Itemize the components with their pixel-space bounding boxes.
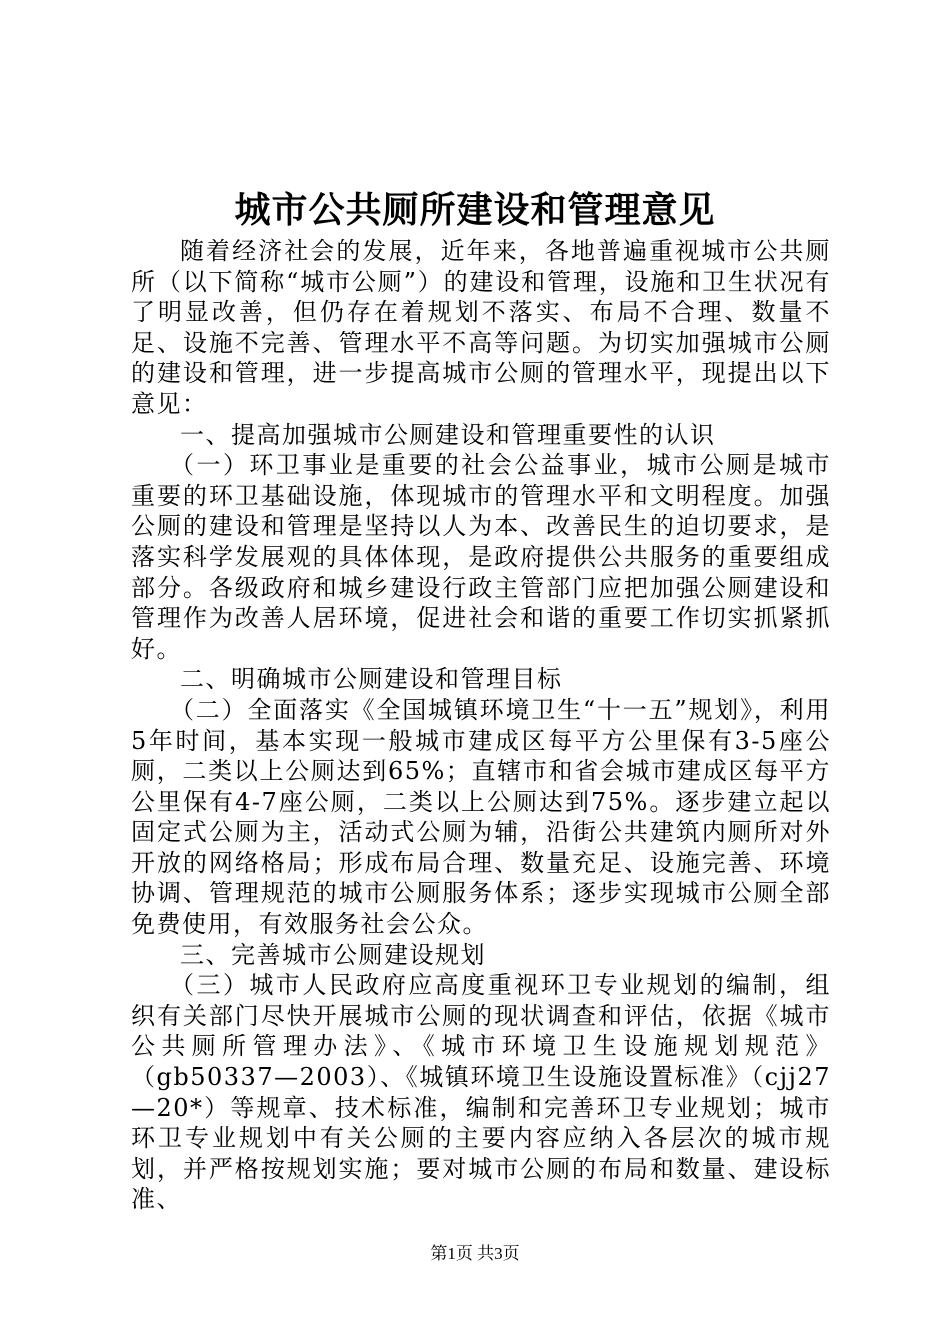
document-title: 城市公共厕所建设和管理意见 <box>234 189 716 231</box>
page-footer: 第1页 共3页 <box>430 1244 520 1263</box>
document-body <box>131 236 831 1215</box>
section-item-2: （二）全面落实《全国城镇环境卫生“十一五”规划》，利用5年时间，基本实现一般城市建成区每平方公里保有3-5座公厕，二类以上公厕达到65%；直辖市和省会城市建成区每平方公里保有4-7座公厕，二类以上公厕达到75%。逐步建立起以固定式公厕为主，活动式公厕为辅，沿街公共建筑内厕所对外开放的网络格局；形成布局合理、数量充足、设施完善、环境协调、管理规范的城市公厕服务体系；逐步实现城市公厕全部免费使用，有效服务社会公众。 <box>131 695 831 939</box>
section-item-3: （三）城市人民政府应高度重视环卫专业规划的编制，组织有关部门尽快开展城市公厕的现状调查和评估，依据《城市公共厕所管理办法》、《城市环境卫生设施规划规范》（gb50337—2003）、《城镇环境卫生设施设置标准》（cjj27—20*）等规章、技术标准，编制和完善环卫专业规划；城市环卫专业规划中有关公厕的主要内容应纳入各层次的城市规划，并严格按规划实施；要对城市公厕的布局和数量、建设标准、 <box>131 971 831 1214</box>
section-heading-2: 二、明确城市公厕建设和管理目标 <box>180 665 563 694</box>
section-heading-3: 三、完善城市公厕建设规划 <box>180 940 486 969</box>
section-item-1: （一）环卫事业是重要的社会公益事业，城市公厕是城市重要的环卫基础设施，体现城市的管理水平和文明程度。加强公厕的建设和管理是坚持以人为本、改善民生的迫切要求，是落实科学发展观的具体体现，是政府提供公共服务的重要组成部分。各级政府和城乡建设行政主管部门应把加强公厕建设和管理作为改善人居环境，促进社会和谐的重要工作切实抓紧抓好。 <box>131 451 831 663</box>
intro-paragraph: 随着经济社会的发展，近年来，各地普遍重视城市公共厕所（以下简称“城市公厕”）的建设和管理，设施和卫生状况有了明显改善，但仍存在着规划不落实、布局不合理、数量不足、设施不完善、管理水平不高等问题。为切实加强城市公厕的建设和管理，进一步提高城市公厕的管理水平，现提出以下意见： <box>131 237 831 418</box>
section-heading-1: 一、提高加强城市公厕建设和管理重要性的认识 <box>180 420 716 449</box>
